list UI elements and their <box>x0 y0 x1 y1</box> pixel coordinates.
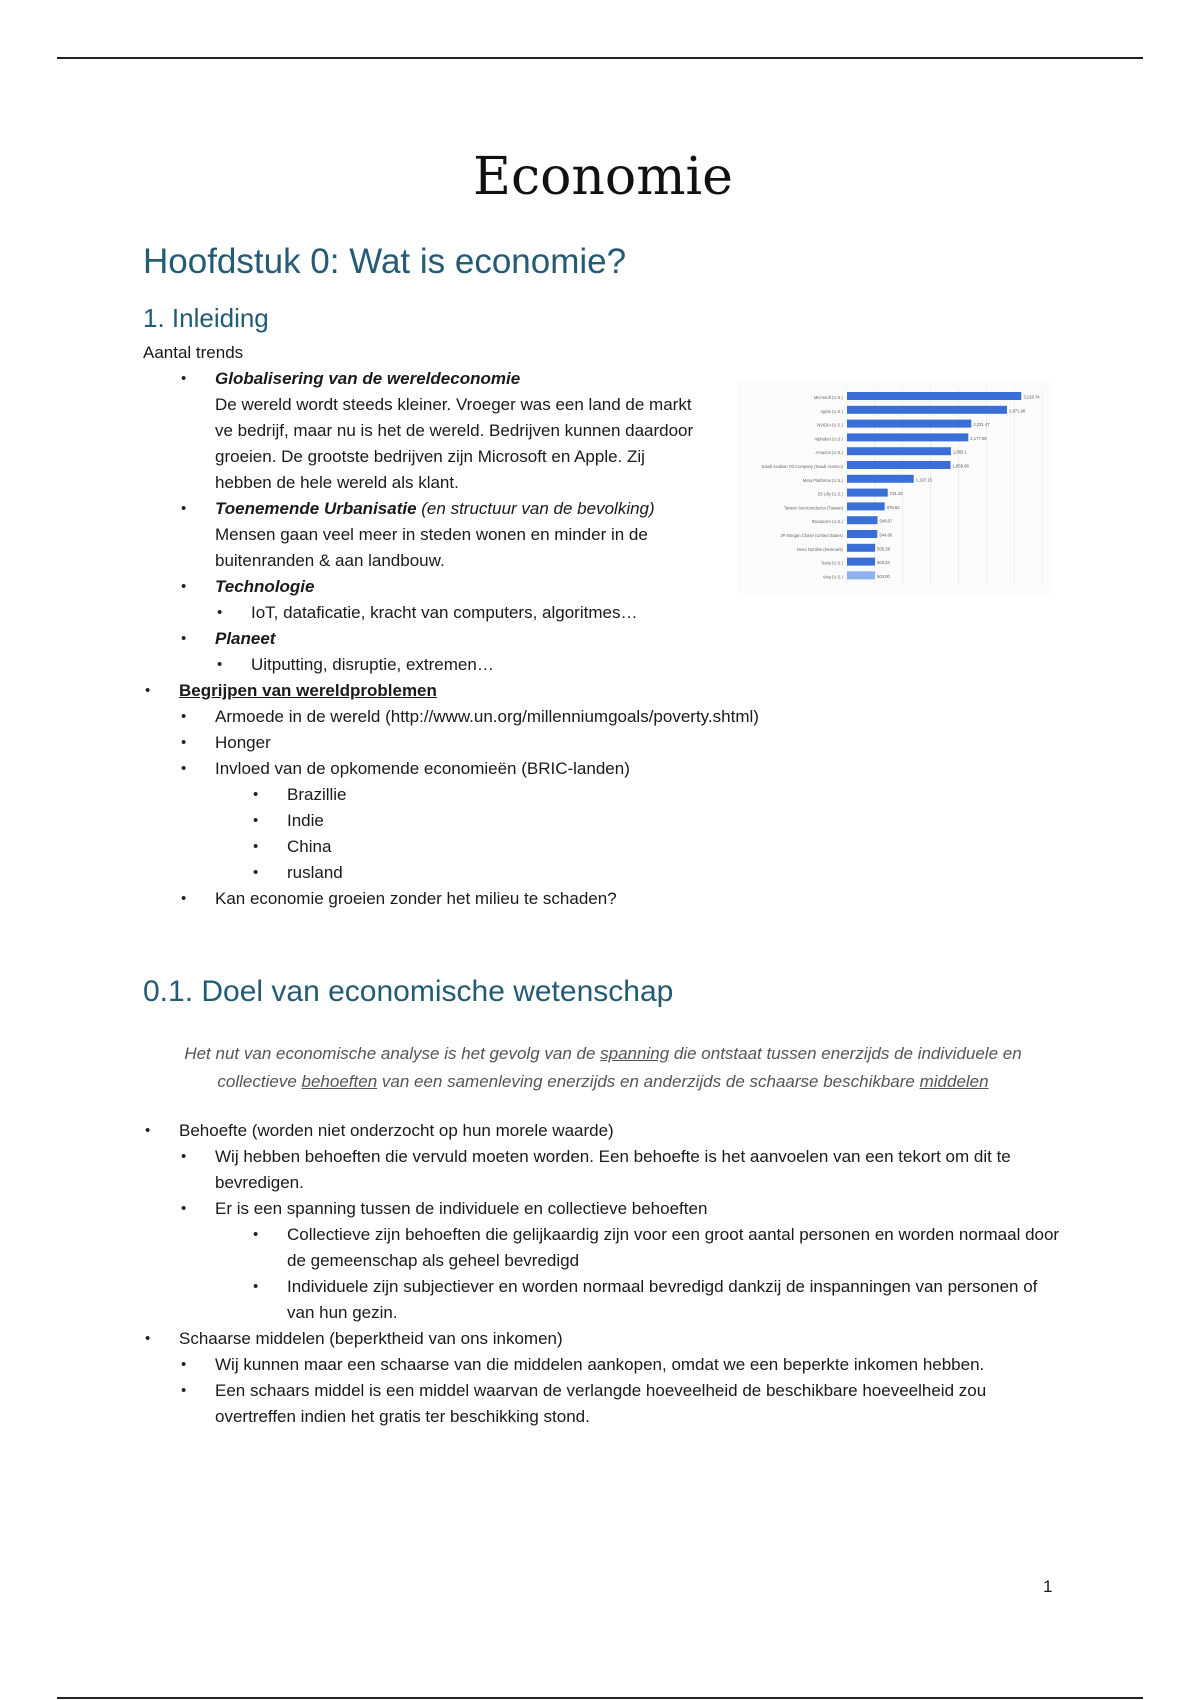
problems-list <box>143 678 1063 912</box>
chart-category-label: Tesla (U.S.) <box>821 560 843 566</box>
list-item <box>215 756 1063 886</box>
scarce-label: Schaarse middelen (beperktheid van ons inkomen) <box>179 1329 563 1348</box>
quote-text: die ontstaat tussen enerzijds de individuele en collectieve <box>217 1044 1022 1091</box>
chart-category-label: Alphabet (U.S.) <box>814 436 843 442</box>
scarce-sub-list <box>179 1352 1063 1430</box>
quote-keyword: middelen <box>919 1072 989 1091</box>
chart-value-label: 1,865.1 <box>952 449 967 455</box>
chart-bar <box>847 516 878 524</box>
list-item: • Collectieve zijn behoeften die gelijkaardig zijn voor een groot aantal personen en worden normaal door de gemeenschap als geheel bevredigd <box>287 1222 1063 1274</box>
chart-value-label: 548.07 <box>879 518 893 524</box>
needs-label: Behoefte (worden niet onderzocht op hun morele waarde) <box>179 1121 614 1140</box>
chart-category-label: Saudi Arabian Oil Company (Saudi Aramco) <box>761 464 843 469</box>
trend-label: Planeet <box>215 629 276 648</box>
quote-text: Het nut van economische analyse is het gevolg van de <box>184 1044 601 1063</box>
chart-bar <box>847 502 885 510</box>
needs-sub-sub-list <box>215 1222 1063 1326</box>
chart-bar <box>847 544 875 552</box>
chart-category-label: Amazon (U.S.) <box>815 450 843 456</box>
sub-list <box>215 600 1063 626</box>
quote-text: van een samenleving enerzijds en anderzijds de schaarse beschikbare <box>377 1072 920 1091</box>
problems-sub-list <box>143 704 1063 912</box>
needs-list <box>143 1118 1063 1430</box>
list-item: • Wij kunnen maar een schaarse van die middelen aankopen, omdat we een beperkte inkomen hebben. <box>215 1352 1063 1378</box>
document-title: Economie <box>473 147 733 207</box>
trend-label: Toenemende Urbanisatie <box>215 499 417 518</box>
trend-label: Technologie <box>215 577 315 596</box>
list-item: • Wij hebben behoeften die vervuld moeten worden. Een behoefte is het aanvoelen van een tekort om dit te bevredigen. <box>215 1144 1063 1196</box>
bric-list <box>215 782 1063 886</box>
chart-value-label: 544.60 <box>879 532 893 538</box>
definition-quote <box>183 1040 1023 1096</box>
list-item: • rusland <box>287 860 1063 886</box>
list-item: • Kan economie groeien zonder het milieu te schaden? <box>215 886 1063 912</box>
chart-value-label: 731.19 <box>889 491 903 497</box>
trend-label: Globalisering van de wereldeconomie <box>215 369 521 388</box>
trend-body: Mensen gaan veel meer in steden wonen en minder in de buitenranden & aan landbouw. <box>215 525 648 570</box>
section-heading-doel: 0.1. Doel van economische wetenschap <box>143 975 674 1008</box>
document-body <box>143 140 1063 1430</box>
trend-body: De wereld wordt steeds kleiner. Vroeger was een land de markt ve bedrijf, maar nu is het de wereld. Bedrijven kunnen daardoor groeien. De grootste bedrijven zijn Microsoft en Apple. Zij hebben de hele wereld als klant. <box>215 395 694 492</box>
chart-value-label: 1,197.15 <box>915 477 933 483</box>
list-item: • Brazillie <box>287 782 1063 808</box>
list-item: • Individuele zijn subjectiever en worden normaal bevredigd dankzij de inspanningen van personen of van hun gezin. <box>287 1274 1063 1326</box>
chart-bar <box>847 489 888 497</box>
page-number: 1 <box>1043 1577 1053 1596</box>
list-item: • IoT, dataficatie, kracht van computers, algoritmes… <box>251 600 1063 626</box>
chart-value-label: 2,231.47 <box>973 422 990 428</box>
chart-bar <box>847 475 914 483</box>
chart-category-label: Novo Nordisk (Denmark) <box>796 546 843 552</box>
chart-value-label: 505.38 <box>877 546 890 552</box>
list-item <box>179 1118 1063 1326</box>
chart-category-label: Visa (U.S.) <box>822 574 843 580</box>
chart-bar <box>847 447 951 455</box>
top-rule <box>57 57 1143 59</box>
chapter-heading: Hoofdstuk 0: Wat is economie? <box>143 242 627 281</box>
chart-category-label: Eli Lilly (U.S.) <box>817 491 843 497</box>
list-item: • Honger <box>215 730 1063 756</box>
list-item: • Armoede in de wereld (http://www.un.org/millenniumgoals/poverty.shtml) <box>215 704 1063 730</box>
list-item: • Indie <box>287 808 1063 834</box>
chart-category-label: JP Morgan Chase (United States) <box>780 533 843 538</box>
chart-bar <box>847 530 877 538</box>
chart-bar <box>847 558 875 566</box>
list-item: • Een schaars middel is een middel waarvan de verlangde hoeveelheid de beschikbare hoeveelheid zou overtreffen indien het gratis ter beschikking stond. <box>215 1378 1063 1430</box>
list-item-text: Er is een spanning tussen de individuele en collectieve behoeften <box>215 1199 708 1218</box>
list-item: • China <box>287 834 1063 860</box>
trend-label-suffix: (en structuur van de bevolking) <box>416 499 655 518</box>
sub-list <box>215 652 1063 678</box>
chart-category-label: Meta Platforms (U.S.) <box>802 477 843 483</box>
list-item <box>215 1196 1063 1326</box>
chart-bar <box>847 461 951 469</box>
trends-intro: Aantal trends <box>143 343 244 362</box>
chart-category-label: Microsoft (U.S.) <box>813 395 843 400</box>
chart-value-label: 2,177.08 <box>970 435 987 441</box>
chart-value-label: 2,871.98 <box>1009 408 1026 414</box>
chart-value-label: 503.00 <box>877 573 890 579</box>
chart-bar <box>847 433 968 441</box>
chart-value-label: 503.34 <box>877 560 890 566</box>
quote-keyword: spanning <box>600 1044 670 1063</box>
chart-category-label: Taiwan Semiconductor (Taiwan) <box>783 505 843 511</box>
chart-category-label: Broadcom (U.S.) <box>811 519 843 525</box>
list-item <box>215 626 1063 678</box>
list-item <box>179 1326 1063 1430</box>
chart-value-label: 3,128.74 <box>1023 394 1040 400</box>
problems-label: Begrijpen van wereldproblemen <box>179 681 437 700</box>
market-cap-chart <box>737 380 1051 594</box>
chart-category-label: NVIDIA (U.S.) <box>817 422 843 428</box>
list-item: • Uitputting, disruptie, extremen… <box>251 652 1063 678</box>
chart-bar <box>847 406 1007 414</box>
bottom-rule <box>57 1697 1143 1699</box>
chart-bar <box>847 420 971 428</box>
chart-category-label: Apple (U.S.) <box>820 408 843 414</box>
section-heading-inleiding: 1. Inleiding <box>143 303 269 333</box>
needs-sub-list <box>179 1144 1063 1326</box>
chart-value-label: 1,858.66 <box>952 463 969 469</box>
chart-bar <box>847 571 875 579</box>
quote-keyword: behoeften <box>301 1072 378 1091</box>
list-item-text: Invloed van de opkomende economieën (BRIC-landen) <box>215 759 630 778</box>
list-item <box>179 678 1063 912</box>
chart-value-label: 676.62 <box>886 504 900 510</box>
chart-bar <box>847 392 1021 400</box>
